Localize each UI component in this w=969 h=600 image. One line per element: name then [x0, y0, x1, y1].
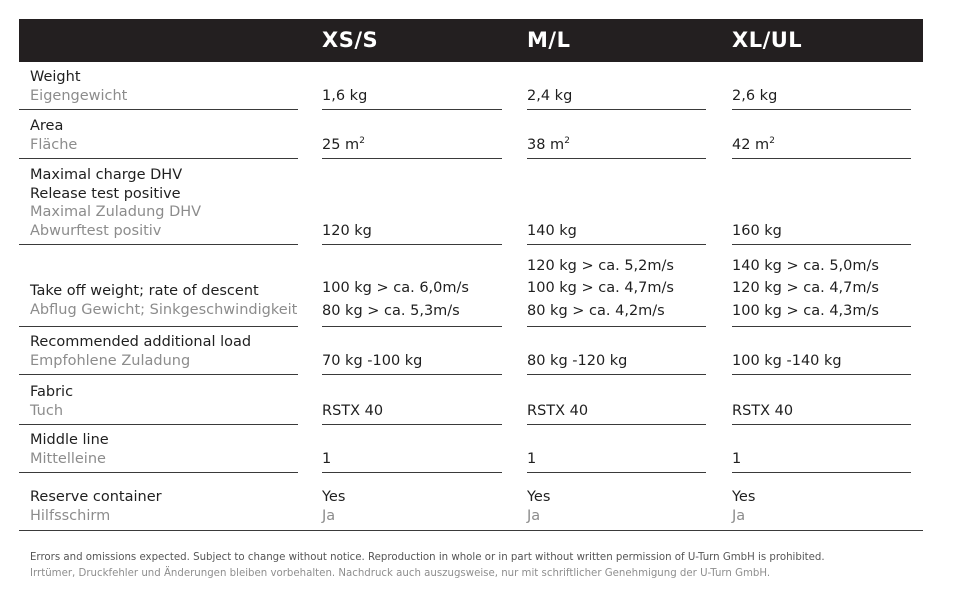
cell-value — [527, 488, 550, 525]
cell-value — [732, 450, 741, 469]
row-divider-label — [19, 326, 298, 327]
value-line-2: 120 kg > ca. 4,7m/s — [732, 280, 879, 296]
cell-value — [732, 352, 842, 371]
row-divider-value — [527, 374, 706, 375]
value-line-1: 38 $m^2$ — [527, 135, 570, 153]
value-line-1: 140 kg > ca. 5,0m/s — [732, 257, 879, 274]
label-english-line-1: Middle line — [30, 432, 109, 448]
value-line-1: 120 kg > ca. 5,2m/s — [527, 257, 674, 274]
value-line-1: 42 $m^2$ — [732, 135, 775, 153]
value-line-1: 100 kg -140 kg — [732, 352, 842, 369]
cell-value — [322, 488, 345, 525]
cell-value — [322, 136, 365, 155]
row-divider-value — [322, 244, 502, 245]
cell-value — [527, 402, 588, 421]
label-english-line-1: Maximal charge DHV — [30, 167, 183, 183]
column-header-m-l: M/L — [527, 28, 571, 52]
row-divider-label — [19, 472, 298, 473]
cell-value — [527, 136, 570, 155]
value-line-3: 80 kg > ca. 4,2m/s — [527, 302, 665, 319]
row-divider-value — [322, 326, 502, 327]
row-divider-label — [19, 244, 298, 245]
value-line-1: Yes — [732, 489, 756, 505]
label-german-line-1: Empfohlene Zuladung — [30, 352, 191, 369]
row-label — [30, 333, 251, 370]
value-line-1: 25 $m^2$ — [322, 135, 365, 153]
value-line-1: 1 — [732, 450, 742, 467]
cell-value — [322, 352, 422, 371]
row-divider-value — [732, 326, 911, 327]
row-label — [30, 383, 73, 420]
cell-value — [322, 450, 331, 469]
cell-value — [732, 136, 775, 155]
cell-value — [322, 402, 383, 421]
cell-value — [732, 488, 755, 525]
value-line-1: 160 kg — [732, 222, 782, 239]
label-german-line-1: Mittelleine — [30, 450, 106, 467]
label-english-line-1: Weight — [30, 69, 81, 85]
label-english-line-1: Reserve container — [30, 489, 162, 505]
cell-value — [322, 222, 372, 241]
row-label — [30, 117, 77, 154]
cell-value — [732, 87, 777, 106]
cell-value — [527, 255, 674, 323]
cell-value — [732, 402, 793, 421]
label-german-line-1: Fläche — [30, 136, 78, 153]
row-divider-value — [732, 374, 911, 375]
label-english-line-1: Take off weight; rate of descent — [30, 283, 259, 299]
label-english-line-1: Fabric — [30, 384, 74, 400]
row-divider-value — [527, 472, 706, 473]
column-header-xl-ul: XL/UL — [732, 28, 803, 52]
cell-value — [322, 277, 469, 322]
row-label — [30, 488, 162, 525]
value-line-1: RSTX 40 — [322, 402, 384, 419]
row-divider-label — [19, 374, 298, 375]
value-line-1: 2,6 kg — [732, 87, 778, 104]
row-divider-value — [322, 109, 502, 110]
row-divider-value — [322, 424, 502, 425]
row-label — [30, 282, 297, 319]
value-line-1: 1,6 kg — [322, 87, 368, 104]
row-divider-value — [732, 424, 911, 425]
label-english-line-1: Recommended additional load — [30, 334, 252, 350]
label-german-line-1: Tuch — [30, 402, 64, 419]
value-line-1: RSTX 40 — [732, 402, 794, 419]
superscript-exponent: 2 — [564, 135, 570, 146]
value-line-3: 100 kg > ca. 4,3m/s — [732, 302, 879, 319]
row-divider-value — [527, 158, 706, 159]
row-label — [30, 431, 109, 468]
value-german: Ja — [732, 507, 746, 524]
value-line-2: 80 kg > ca. 5,3m/s — [322, 302, 460, 319]
label-german-line-2: Abwurftest positiv — [30, 222, 162, 239]
value-line-1: 2,4 kg — [527, 87, 573, 104]
row-divider-label — [19, 424, 298, 425]
row-divider-value — [322, 374, 502, 375]
column-header-xs-s: XS/S — [322, 28, 379, 52]
row-divider-value — [732, 158, 911, 159]
row-divider-value — [732, 472, 911, 473]
value-line-1: Yes — [322, 489, 346, 505]
label-german-line-1: Hilfsschirm — [30, 507, 111, 524]
row-divider-value — [732, 109, 911, 110]
value-line-1: Yes — [527, 489, 551, 505]
row-divider-value — [527, 424, 706, 425]
row-divider-label — [19, 158, 298, 159]
row-divider-value — [527, 109, 706, 110]
footer-disclaimer-german: Irrtümer, Druckfehler und Änderungen bleiben vorbehalten. Nachdruck auch auszugsweise, nur mit schriftlicher Genehmigung der U-Turn GmbH. — [30, 568, 771, 579]
label-german-line-1: Eigengewicht — [30, 87, 128, 104]
row-divider-value — [527, 326, 706, 327]
value-line-1: 120 kg — [322, 222, 372, 239]
cell-value — [732, 255, 879, 323]
superscript-exponent: 2 — [769, 135, 775, 146]
value-line-1: 1 — [322, 450, 332, 467]
value-line-1: 140 kg — [527, 222, 577, 239]
value-line-1: 80 kg -120 kg — [527, 352, 628, 369]
value-line-1: 100 kg > ca. 6,0m/s — [322, 280, 469, 296]
cell-value — [527, 352, 627, 371]
value-line-1: 1 — [527, 450, 537, 467]
row-divider-label — [19, 109, 298, 110]
cell-value — [322, 87, 367, 106]
cell-value — [732, 222, 782, 241]
label-english-line-1: Area — [30, 118, 64, 134]
row-label — [30, 68, 127, 105]
row-divider-value — [322, 472, 502, 473]
row-divider-value — [322, 158, 502, 159]
row-label — [30, 166, 201, 240]
value-line-2: 100 kg > ca. 4,7m/s — [527, 280, 674, 296]
table-bottom-rule — [19, 530, 923, 531]
footer-disclaimer-english: Errors and omissions expected. Subject to change without notice. Reproduction in whole or in part without written permission of U-Turn GmbH is prohibited. — [30, 552, 825, 563]
label-german-line-1: Maximal Zuladung DHV — [30, 204, 202, 220]
value-german: Ja — [527, 507, 541, 524]
cell-value — [527, 222, 577, 241]
value-line-1: RSTX 40 — [527, 402, 589, 419]
value-german: Ja — [322, 507, 336, 524]
cell-value — [527, 450, 536, 469]
label-english-line-2: Release test positive — [30, 185, 181, 202]
label-german-line-1: Abflug Gewicht; Sinkgeschwindigkeit — [30, 301, 298, 318]
row-divider-value — [527, 244, 706, 245]
superscript-exponent: 2 — [359, 135, 365, 146]
row-divider-value — [732, 244, 911, 245]
value-line-1: 70 kg -100 kg — [322, 352, 423, 369]
cell-value — [527, 87, 572, 106]
